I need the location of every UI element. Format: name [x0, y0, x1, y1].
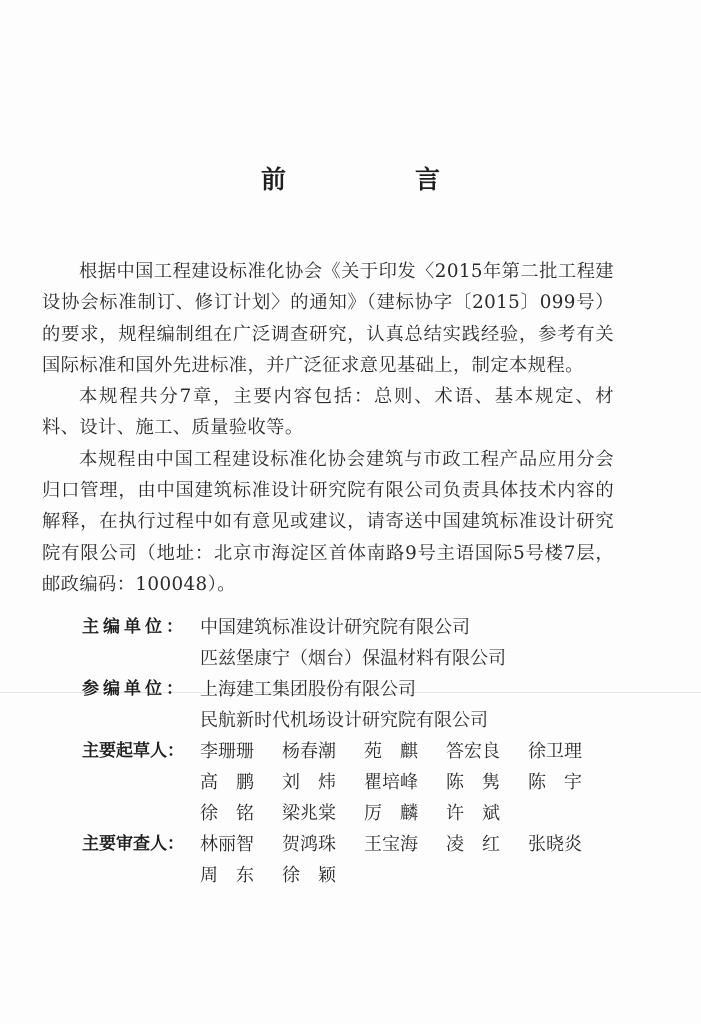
chief-units-list: [200, 612, 642, 674]
drafter-name: 苑麒: [364, 741, 436, 762]
drafter-name: 陈宇: [528, 772, 600, 793]
credits-section: [82, 612, 642, 891]
reviewer-name: 张晓炎: [528, 834, 582, 855]
preface-paragraph-2: 本规程共分7章，主要内容包括：总则、术语、基本规定、材料、设计、施工、质量验收等。: [42, 386, 614, 439]
chief-units-label: 主编单位：: [82, 617, 187, 637]
participating-units-list: [200, 674, 642, 736]
reviewer-name: 林丽智: [200, 834, 254, 855]
drafter-name: 陈隽: [446, 772, 518, 793]
reviewers-row: [82, 829, 642, 891]
chief-unit: 中国建筑标准设计研究院有限公司: [200, 617, 470, 638]
drafter-name: 答宏良: [446, 741, 500, 762]
chief-unit: 匹兹堡康宁（烟台）保温材料有限公司: [200, 648, 506, 669]
drafter-name: 梁兆棠: [282, 803, 336, 824]
drafter-name: 高鹏: [200, 772, 272, 793]
drafter-name: 厉麟: [364, 803, 436, 824]
preface-body: [42, 256, 614, 600]
chief-units-row: [82, 612, 642, 674]
participating-units-row: [82, 674, 642, 736]
reviewers-list: [200, 829, 642, 891]
drafter-name: 刘炜: [282, 772, 354, 793]
drafters-row: [82, 736, 642, 829]
drafter-name: 李珊珊: [200, 741, 254, 762]
reviewers-label: 主要审查人：: [82, 834, 184, 854]
drafters-list: [200, 736, 642, 829]
reviewer-name: 凌红: [446, 834, 518, 855]
drafter-name: 杨春潮: [282, 741, 336, 762]
preface-paragraph-1: 根据中国工程建设标准化协会《关于印发〈2015年第二批工程建设协会标准制订、修订计划〉的通知》（建标协字〔2015〕099号）的要求，规程编制组在广泛调查研究，认真总结实践经验，参考有关国际标准和国外先进标准，并广泛征求意见基础上，制定本规程。: [42, 261, 614, 376]
page-title: 前 言: [260, 165, 492, 194]
drafter-name: 徐卫理: [528, 741, 582, 762]
reviewer-name: 徐颖: [282, 865, 354, 886]
drafter-name: 瞿培峰: [364, 772, 418, 793]
reviewer-name: 贺鸿珠: [282, 834, 336, 855]
participating-unit: 民航新时代机场设计研究院有限公司: [200, 710, 488, 731]
preface-paragraph-3: 本规程由中国工程建设标准化协会建筑与市政工程产品应用分会归口管理，由中国建筑标准设计研究院有限公司负责具体技术内容的解释，在执行过程中如有意见或建议，请寄送中国建筑标准设计研究院有限公司（地址：北京市海淀区首体南路9号主语国际5号楼7层，邮政编码：100048）。: [42, 448, 614, 595]
participating-units-label: 参编单位：: [82, 679, 187, 699]
drafters-label: 主要起草人：: [82, 741, 184, 761]
drafter-name: 许斌: [446, 803, 518, 824]
reviewer-name: 周东: [200, 865, 272, 886]
drafter-name: 徐铭: [200, 803, 272, 824]
participating-unit: 上海建工集团股份有限公司: [200, 679, 416, 700]
reviewer-name: 王宝海: [364, 834, 418, 855]
